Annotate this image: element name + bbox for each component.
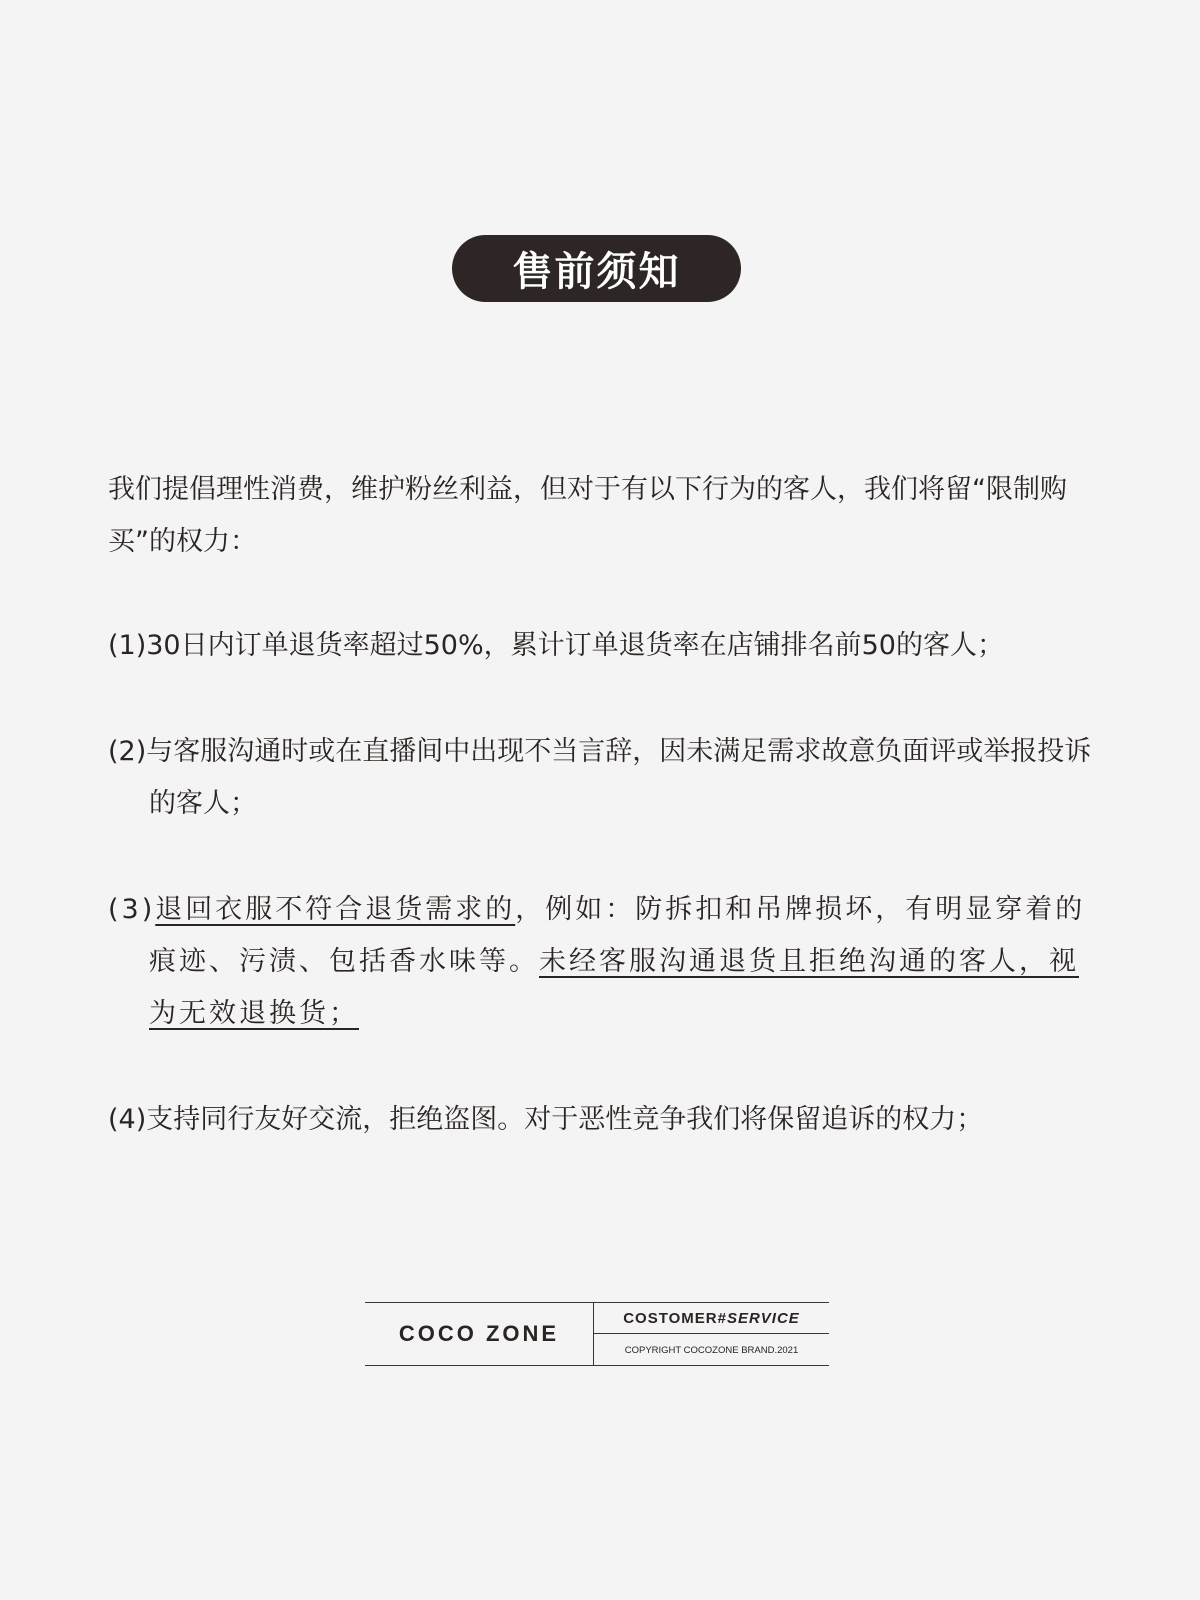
page-title: 售前须知 xyxy=(452,235,741,302)
rule-item-3-underlined-condition: 退回衣服不符合退货需求的 xyxy=(155,894,516,925)
rule-item-1: (1)30日内订单退货率超过50%，累计订单退货率在店铺排名前50的客人； xyxy=(108,630,1004,661)
brand-footer xyxy=(365,1302,829,1366)
rule-item-3-prefix: (3) xyxy=(108,894,156,925)
notice-body xyxy=(108,464,1108,1200)
intro-paragraph: 我们提倡理性消费，维护粉丝利益，但对于有以下行为的客人，我们将留“限制购买”的权力： xyxy=(108,474,1067,557)
customer-service-label xyxy=(594,1303,829,1334)
service-label-part1: COSTOMER# xyxy=(623,1309,727,1327)
rule-item-3-underlined-consequence: 未经客服沟通退货且拒绝沟通的客人，视为无效退换货； xyxy=(149,946,1079,1029)
copyright-text: COPYRIGHT COCOZONE BRAND.2021 xyxy=(624,1344,799,1356)
footer-info xyxy=(594,1303,829,1365)
service-label-part2: SERVICE xyxy=(726,1309,800,1327)
rule-item-2: (2)与客服沟通时或在直播间中出现不当言辞，因未满足需求故意负面评或举报投诉的客人； xyxy=(108,736,1092,819)
rule-item-3 xyxy=(108,884,1108,1040)
brand-logo-text: COCO ZONE xyxy=(398,1321,560,1346)
rule-item-4: (4)支持同行友好交流，拒绝盗图。对于恶性竞争我们将保留追诉的权力； xyxy=(108,1104,984,1135)
rule-item-3-examples: ，例如：防拆扣和吊牌损坏，有明显穿着的痕迹、污渍、包括香水味等。 xyxy=(149,894,1086,977)
